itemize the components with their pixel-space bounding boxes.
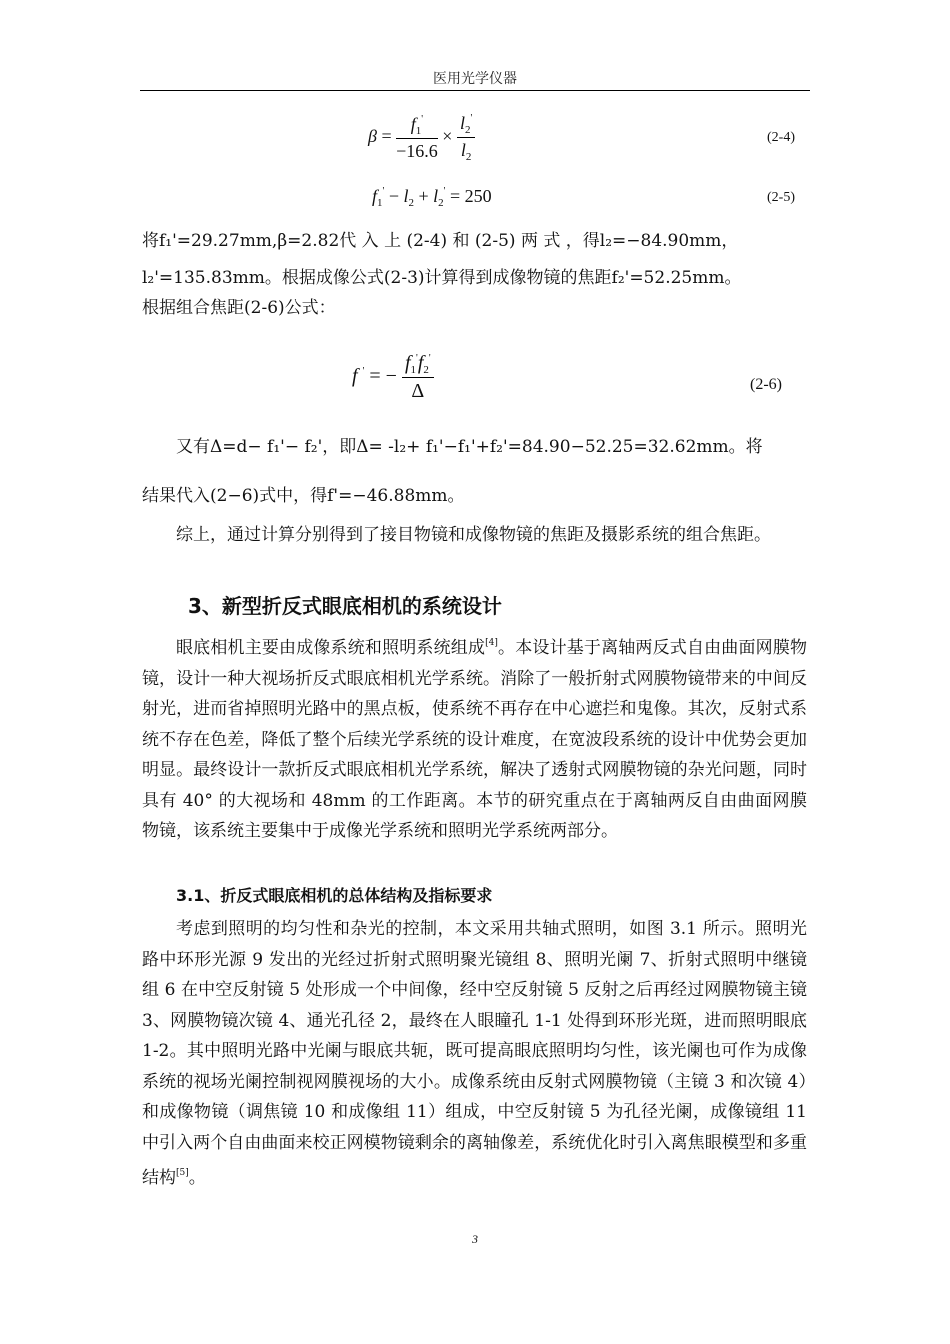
equation-2-5: $f_1' - l_2 + l_2' = 250$ <box>372 186 492 209</box>
para-line-4: 又有Δ=d− f₁'− f₂'，即Δ= -l₂+ f₁'−f₁'+f₂'=84.90−52.25=32.62mm。将 <box>176 437 763 457</box>
para-3-1-text-a: 考虑到照明的均匀性和杂光的控制，本文采用共轴式照明，如图 3.1 所示。照明光路中环形光源 9 发出的光经过折射式照明聚光镜组 8、照明光阑 7、折射式照明中继镜组 6 在中空反射镜 5 处形成一个中间像，经中空反射镜 5 反射之后再经过网膜物镜主镜 3、网膜物镜次镜 4、通光孔径 2，最终在人眼瞳孔 1-1 处得到环形光斑，进而照明眼底 1-2。其中照明光路中光阑与眼底共轭，既可提高眼底照明均匀性，该光阑也可作为成像系统的视场光阑控制视网膜视场的大小。成像系统由反射式网膜物镜（主镜 3 和次镜 4）和成像物镜（调焦镜 10 和成像组 11）组成，中空反射镜 5 为孔径光阑，成像镜组 11 中引入两个自由曲面来校正网模物镜剩余的离轴像差，系统优化时引入离焦眼模型和多重结构 <box>142 919 807 1188</box>
para-section-3 <box>142 628 807 847</box>
eq-number-2-5: (2-5) <box>767 190 795 205</box>
eq3-den: Δ <box>411 380 425 402</box>
equation-2-6: f ' = − $\frac{f_1'f_2'}{\Delta}$ <box>352 352 434 403</box>
para-summary <box>142 520 807 551</box>
eq-number-2-6: (2-6) <box>750 376 782 393</box>
running-header: 医用光学仪器 <box>433 71 517 87</box>
eq1-den: −16.6 <box>396 141 438 161</box>
para-substitution <box>142 226 807 324</box>
equation-2-4 <box>368 113 475 163</box>
section-title: 3、新型折反式眼底相机的系统设计 <box>188 594 502 618</box>
eq1-times: × <box>442 126 453 147</box>
para-line-3: 根据组合焦距(2-6)公式： <box>142 298 336 318</box>
subsection-title: 3.1、折反式眼底相机的总体结构及指标要求 <box>176 886 493 905</box>
para-line-1: 将f₁'=29.27mm,β=2.82代 入 上 (2-4) 和 (2-5) 两 式 ，得l₂=−84.90mm， <box>142 231 739 251</box>
para-summary-text: 综上，通过计算分别得到了接目物镜和成像物镜的焦距及摄影系统的组合焦距。 <box>176 525 771 545</box>
para-3-1-text-b: 。 <box>188 1168 206 1188</box>
para-section-3-1 <box>142 914 807 1194</box>
para-3-text-a: 眼底相机主要由成像系统和照明系统组成 <box>176 638 486 658</box>
eq1-lhs: β = <box>368 126 392 147</box>
citation-4: [4] <box>485 638 498 648</box>
page-number: 3 <box>472 1232 478 1246</box>
para-3-text-b: 。本设计基于离轴两反式自由曲面网膜物镜，设计一种大视场折反式眼底相机光学系统。消除了一般折射式网膜物镜带来的中间反射光，进而省掉照明光路中的黑点板，使系统不再存在中心遮拦和鬼像。其次，反射式系统不存在色差，降低了整个后续光学系统的设计难度，在宽波段系统的设计中优势会更加明显。最终设计一款折反式眼底相机光学系统，解决了透射式网膜物镜的杂光问题，同时具有 40° 的大视场和 48mm 的工作距离。本节的研究重点在于离轴两反自由曲面网膜物镜，该系统主要集中于成像光学系统和照明光学系统两部分。 <box>142 638 807 841</box>
eq-number-2-4: (2-4) <box>767 130 795 145</box>
para-line-2: l₂'=135.83mm。根据成像公式(2-3)计算得到成像物镜的焦距f₂'=52.25mm。 <box>142 267 742 288</box>
eq1-frac1: $\frac{f_1'}{-16.6}$ <box>396 114 438 161</box>
eq1-frac2: $\frac{l_2'}{l_2}$ <box>457 113 475 163</box>
para-delta <box>142 432 807 511</box>
para-line-5: 结果代入(2−6)式中，得f'=−46.88mm。 <box>142 485 465 506</box>
citation-5: [5] <box>176 1168 189 1178</box>
header-rule <box>140 90 810 91</box>
eq3-frac: $\frac{f_1'f_2'}{\Delta}$ <box>402 352 434 403</box>
